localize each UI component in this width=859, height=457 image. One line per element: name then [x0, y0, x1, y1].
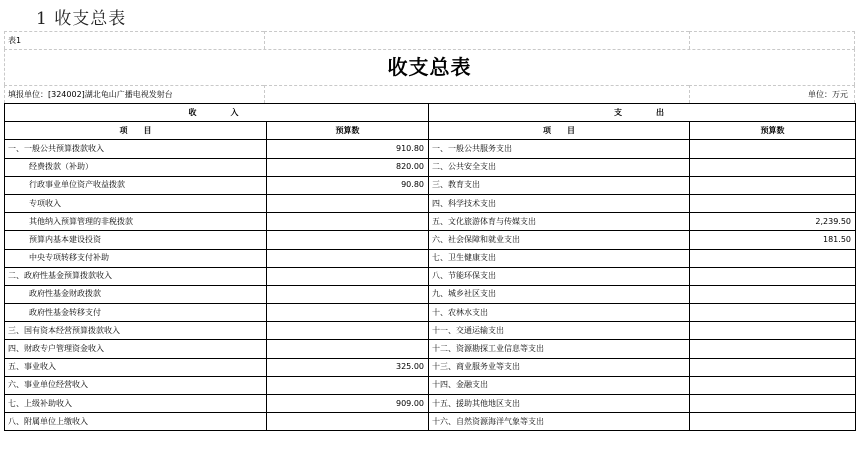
- table-row: [5, 213, 856, 231]
- income-item-cell: 中央专项转移支付补助: [5, 249, 267, 267]
- expense-item-cell: 五、文化旅游体育与传媒支出: [429, 213, 690, 231]
- expense-budget-cell: [690, 358, 856, 376]
- income-header: [5, 104, 429, 122]
- table-row: [5, 358, 856, 376]
- expense-item-cell: 六、社会保障和就业支出: [429, 231, 690, 249]
- currency-unit: 单位：万元: [689, 85, 855, 103]
- expense-budget-cell: [690, 322, 856, 340]
- expense-item-cell: 十五、援助其他地区支出: [429, 395, 690, 413]
- income-budget-cell: [267, 194, 429, 212]
- expense-header-label: 支 出: [614, 107, 670, 117]
- expense-budget-cell: 181.50: [690, 231, 856, 249]
- expense-budget-cell: [690, 395, 856, 413]
- expense-item-header: 项 目: [429, 122, 690, 140]
- income-item-header: 项 目: [5, 122, 267, 140]
- expense-header: [429, 104, 856, 122]
- income-item-cell: 八、附属单位上缴收入: [5, 413, 267, 431]
- income-item-cell: 政府性基金财政拨款: [5, 285, 267, 303]
- expense-item-cell: 七、卫生健康支出: [429, 249, 690, 267]
- table-row: [5, 158, 856, 176]
- income-budget-cell: 910.80: [267, 140, 429, 158]
- income-budget-cell: [267, 285, 429, 303]
- column-header-row: [5, 122, 856, 140]
- expense-budget-cell: [690, 267, 856, 285]
- income-expense-table: [4, 103, 856, 431]
- income-item-cell: 经费拨款（补助）: [5, 158, 267, 176]
- document-heading: 1 收支总表: [36, 9, 127, 29]
- table-row: [5, 249, 856, 267]
- reporting-unit: 填报单位：[324002]湖北龟山广播电视发射台: [4, 85, 264, 103]
- info-empty-cell: [264, 85, 689, 103]
- expense-item-cell: 九、城乡社区支出: [429, 285, 690, 303]
- income-item-cell: 三、国有资本经营预算拨款收入: [5, 322, 267, 340]
- expense-budget-cell: [690, 249, 856, 267]
- expense-budget-cell: [690, 285, 856, 303]
- income-item-cell: 一、一般公共预算拨款收入: [5, 140, 267, 158]
- table-row: [5, 413, 856, 431]
- expense-item-cell: 八、节能环保支出: [429, 267, 690, 285]
- budget-sheet: [4, 31, 855, 431]
- income-budget-cell: [267, 340, 429, 358]
- table-row: [5, 376, 856, 394]
- income-budget-cell: [267, 231, 429, 249]
- table-row: [5, 176, 856, 194]
- expense-item-cell: 十六、自然资源海洋气象等支出: [429, 413, 690, 431]
- expense-item-cell: 十、农林水支出: [429, 304, 690, 322]
- income-budget-header: 预算数: [267, 122, 429, 140]
- expense-item-cell: 一、一般公共服务支出: [429, 140, 690, 158]
- income-item-cell: 政府性基金转移支付: [5, 304, 267, 322]
- table-row: [5, 267, 856, 285]
- expense-item-cell: 三、教育支出: [429, 176, 690, 194]
- expense-item-cell: 四、科学技术支出: [429, 194, 690, 212]
- income-budget-cell: [267, 322, 429, 340]
- income-item-cell: 七、上级补助收入: [5, 395, 267, 413]
- table-number: 表1: [4, 31, 264, 49]
- expense-item-cell: 十四、金融支出: [429, 376, 690, 394]
- income-budget-cell: [267, 249, 429, 267]
- income-item-cell: 四、财政专户管理资金收入: [5, 340, 267, 358]
- table-row: [5, 231, 856, 249]
- income-item-cell: 二、政府性基金预算拨款收入: [5, 267, 267, 285]
- expense-budget-cell: [690, 194, 856, 212]
- income-budget-cell: [267, 213, 429, 231]
- income-item-cell: 专项收入: [5, 194, 267, 212]
- expense-item-cell: 十三、商业服务业等支出: [429, 358, 690, 376]
- income-item-cell: 六、事业单位经营收入: [5, 376, 267, 394]
- table-row: [5, 285, 856, 303]
- expense-budget-cell: [690, 340, 856, 358]
- income-budget-cell: [267, 413, 429, 431]
- income-budget-cell: [267, 304, 429, 322]
- expense-budget-cell: [690, 413, 856, 431]
- group-header-row: [5, 104, 856, 122]
- table-row: [5, 395, 856, 413]
- income-item-cell: 五、事业收入: [5, 358, 267, 376]
- income-budget-cell: 325.00: [267, 358, 429, 376]
- expense-budget-header: 预算数: [690, 122, 856, 140]
- expense-budget-cell: [690, 304, 856, 322]
- expense-budget-cell: [690, 158, 856, 176]
- expense-item-cell: 二、公共安全支出: [429, 158, 690, 176]
- table-row: [5, 194, 856, 212]
- table-row: [5, 322, 856, 340]
- income-budget-cell: 909.00: [267, 395, 429, 413]
- income-budget-cell: [267, 376, 429, 394]
- income-budget-cell: [267, 267, 429, 285]
- income-item-cell: 其他纳入预算管理的非税拨款: [5, 213, 267, 231]
- sheet-meta-row: [4, 31, 855, 49]
- expense-item-cell: 十一、交通运输支出: [429, 322, 690, 340]
- table-title: 收支总表: [387, 55, 472, 79]
- expense-budget-cell: 2,239.50: [690, 213, 856, 231]
- table-title-row: [4, 49, 855, 85]
- income-item-cell: 行政事业单位资产收益拨款: [5, 176, 267, 194]
- table-row: [5, 304, 856, 322]
- table-row: [5, 140, 856, 158]
- table-row: [5, 340, 856, 358]
- unit-info-row: [4, 85, 855, 103]
- income-item-cell: 预算内基本建设投资: [5, 231, 267, 249]
- expense-budget-cell: [690, 176, 856, 194]
- expense-budget-cell: [690, 140, 856, 158]
- meta-empty-cell: [689, 31, 855, 49]
- income-budget-cell: 820.00: [267, 158, 429, 176]
- income-header-label: 收 入: [188, 107, 245, 117]
- income-budget-cell: 90.80: [267, 176, 429, 194]
- meta-empty-cell: [264, 31, 689, 49]
- expense-item-cell: 十二、资源勘探工业信息等支出: [429, 340, 690, 358]
- expense-budget-cell: [690, 376, 856, 394]
